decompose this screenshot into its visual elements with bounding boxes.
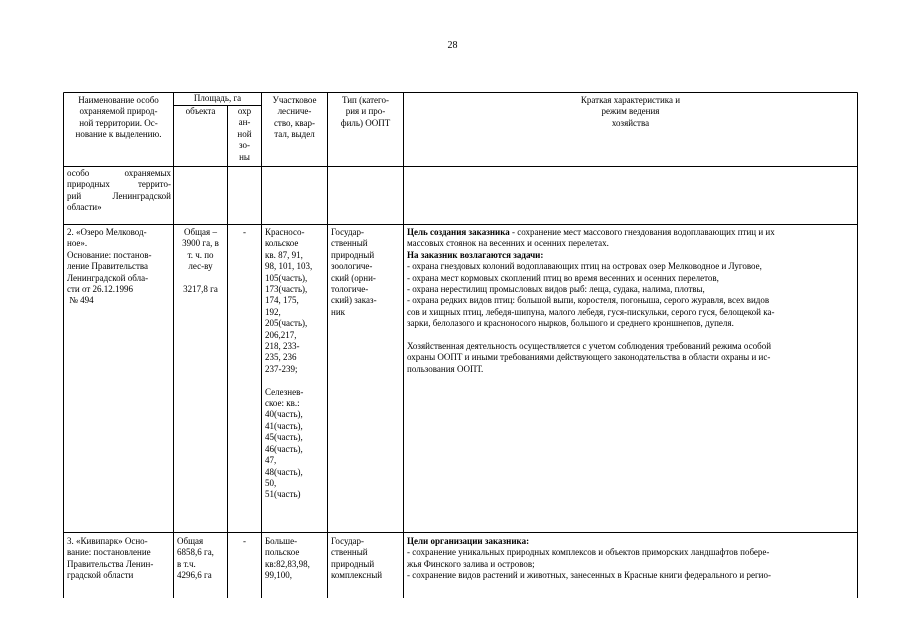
row3-description: Цели организации заказника: - сохранение уникальных природных комплексов и объектов приморских ландшафтов побере- жья Финского залива и островов; - сохранение видов растений и животных, занесенных в Красные книги федерального и регио- [407,536,855,582]
row2-area-buffer: - [243,227,246,237]
page-number: 28 [447,40,458,51]
row3-type: Государ- ственный природный комплексный [331,536,383,581]
row2-name: 2. «Озеро Мелковод- ное». Основание: постанов- ление Правительства Ленинградской обла- сти от 26.12.1996 № 494 [67,227,152,306]
header-forestry: Участковое лесниче- ство, квар- тал, выдел [272,95,317,140]
header-description: Краткая характеристика и режим ведения хозяйства [580,95,681,128]
row2-goal-text: - сохранение мест массового гнездования водоплавающих птиц и их [509,227,775,237]
row2-forestry: Красносо- кольское кв. 87, 91, 98, 101, 103, 105(часть), 173(часть), 174, 175, 192, 205(часть), 206,217, 218, 233- 235, 236 237-239; Селезнев- ское: кв.: 40(часть), 41(часть), 45(часть), 46(часть), 47, 48(часть), 50, 51(часть) [265,227,313,500]
row3-name: 3. «Кивипарк» Осно- вание: постановление Правительства Ленин- градской области [67,536,154,581]
row3-forestry: Больше- польское кв:82,83,98, 99,100, [265,536,310,581]
row2-tasks-label: На заказник возлагаются задачи: [407,249,544,260]
row3-goals-label: Цели организации заказника: [407,536,530,546]
row3-area-object: Общая 6858,6 га, в т.ч. 4296,6 га [177,536,214,581]
header-type: Тип (катего- рия и про- филь) ООПТ [340,95,391,128]
header-area-object: объекта [185,106,216,116]
row2-description: Цель создания заказника - сохранение мест массового гнездования водоплавающих птиц и их массовых стоянок на весенних и осенних перелетах. На заказник возлагаются задачи: - охрана гнездовых колоний водоплавающих птиц на островах озер Мелководное и Луговое, - охрана мест кормовых скоплений птиц во время весенних и осенних перелетов, - охрана нерестилищ промысловых видов рыб: леща, судака, налима, плотвы, - охрана редких видов птиц: большой выпи, коростеля, погоныша, серого журавля, всех видов сов и хищных птиц, лебедя-шипуна, малого лебедя, гуся-пискульки, серого гуся, белощекой ка- зарки, белолазого и красноносого нырков, большого и среднего кроншнепов, дупеля. Хозяйственная деятельность осуществляется с учетом соблюдения требований режима особой охраны ООПТ и иными требованиями действующего законодательства в области охраны и ис- пользования ООПТ. [407,227,855,375]
row3-area-buffer: - [243,536,246,546]
row2-goal-label: Цель создания заказника [407,227,510,237]
header-name: Наименование особо охраняемой природ- ной территории. Ос- нование к выделению. [75,95,162,140]
header-area: Площадь, га [193,93,242,103]
header-area-buffer: охр ан- ной зо- ны [237,106,252,162]
row2-type: Государ- ственный природный зоологиче- ский (орни- тологиче- ский) заказ- ник [331,227,377,317]
continuation-name: особо охраняемых природных террито- рий Ленинградской области» [67,168,171,213]
row2-area-object: Общая – 3900 га, в т. ч. по лес-ву 3217,8 га [182,227,219,295]
